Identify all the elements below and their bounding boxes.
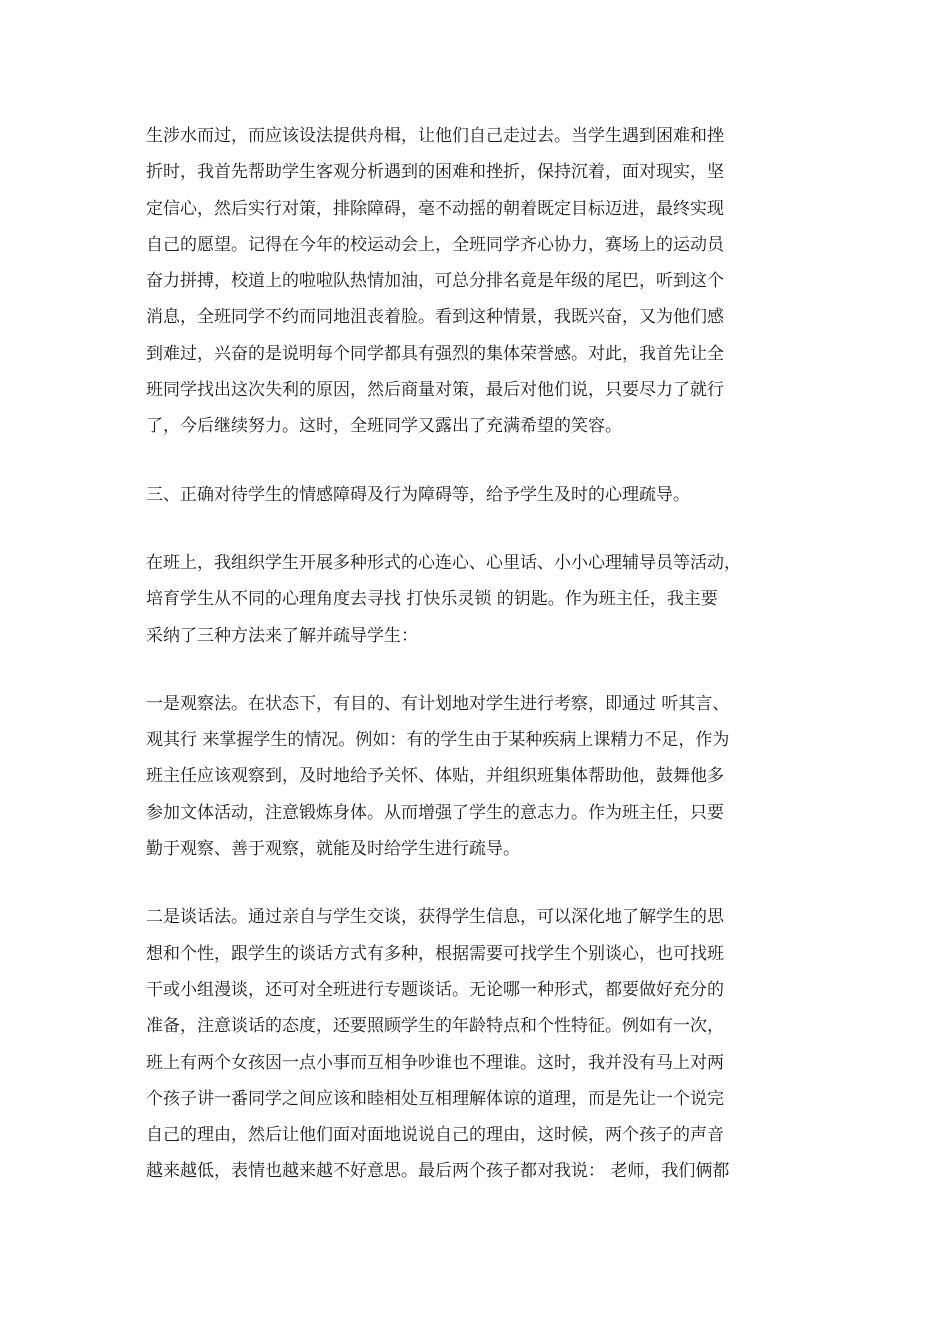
text-line: 培育学生从不同的心理角度去寻找 打快乐灵锁 的钥匙。作为班主任，我主要 [146,589,718,610]
text-line: 折时，我首先帮助学生客观分析遇到的困难和挫折，保持沉着，面对现实，坚 [146,162,724,183]
paragraph-1 [146,118,816,445]
text-line: 个孩子讲一番同学之间应该和睦相处互相理解体谅的道理，而是先让一个说完 [146,1088,724,1109]
paragraph-spacer [146,654,816,686]
paragraph-spacer [146,867,816,899]
text-line: 班主任应该观察到，及时地给予关怀、体贴，并组织班集体帮助他，鼓舞他多 [146,766,724,787]
text-line: 班同学找出这次失利的原因，然后商量对策，最后对他们说，只要尽力了就行 [146,380,724,401]
text-line: 想和个性，跟学生的谈话方式有多种，根据需要可找学生个别谈心，也可找班 [146,943,724,964]
text-line: 生涉水而过，而应该设法提供舟楫，让他们自己走过去。当学生遇到困难和挫 [146,126,724,146]
text-line: 自己的愿望。记得在今年的校运动会上，全班同学齐心协力，赛场上的运动员 [146,234,724,255]
text-line: 二是谈话法。通过亲自与学生交谈，获得学生信息，可以深化地了解学生的思 [146,907,724,928]
paragraph-spacer [146,513,816,545]
text-line: 定信心，然后实行对策，排除障碍，毫不动摇的朝着既定目标迈进，最终实现 [146,198,724,219]
text-line: 干或小组漫谈，还可对全班进行专题谈话。无论哪一种形式，都要做好充分的 [146,979,724,1000]
paragraph-activities [146,545,816,654]
text-line: 准备，注意谈话的态度，还要照顾学生的年龄特点和个性特征。例如有一次， [146,1016,724,1037]
text-line: 观其行 来掌握学生的情况。例如：有的学生由于某种疾病上课精力不足，作为 [146,730,730,751]
text-line: 了，今后继续努力。这时，全班同学又露出了充满希望的笑容。 [146,416,622,437]
text-line: 越来越低，表情也越来越不好意思。最后两个孩子都对我说： 老师，我们俩都 [146,1161,730,1182]
text-line: 采纳了三种方法来了解并疏导学生： [146,625,418,646]
text-line: 自己的理由，然后让他们面对面地说说自己的理由，这时候，两个孩子的声音 [146,1125,724,1146]
text-line: 班上有两个女孩因一点小事而互相争吵谁也不理谁。这时，我并没有马上对两 [146,1052,724,1073]
text-line: 到难过，兴奋的是说明每个同学都具有强烈的集体荣誉感。对此，我首先让全 [146,343,724,364]
text-line: 在班上，我组织学生开展多种形式的心连心、心里话、小小心理辅导员等活动， [146,552,741,573]
paragraph-spacer [146,445,816,477]
text-line: 三、正确对待学生的情感障碍及行为障碍等，给予学生及时的心理疏导。 [146,484,690,505]
paragraph-observation [146,686,816,867]
text-line: 参加文体活动，注意锻炼身体。从而增强了学生的意志力。作为班主任，只要 [146,802,724,823]
text-line: 奋力拼搏，校道上的啦啦队热情加油，可总分排名竟是年级的尾巴，听到这个 [146,271,724,292]
document-body [146,118,816,1190]
paragraph-conversation [146,899,816,1189]
section-heading-3 [146,477,816,513]
text-line: 消息，全班同学不约而同地沮丧着脸。看到这种情景，我既兴奋，又为他们感 [146,307,724,328]
text-line: 勤于观察、善于观察，就能及时给学生进行疏导。 [146,839,520,860]
text-line: 一是观察法。在状态下，有目的、有计划地对学生进行考察，即通过 听其言、 [146,693,730,714]
